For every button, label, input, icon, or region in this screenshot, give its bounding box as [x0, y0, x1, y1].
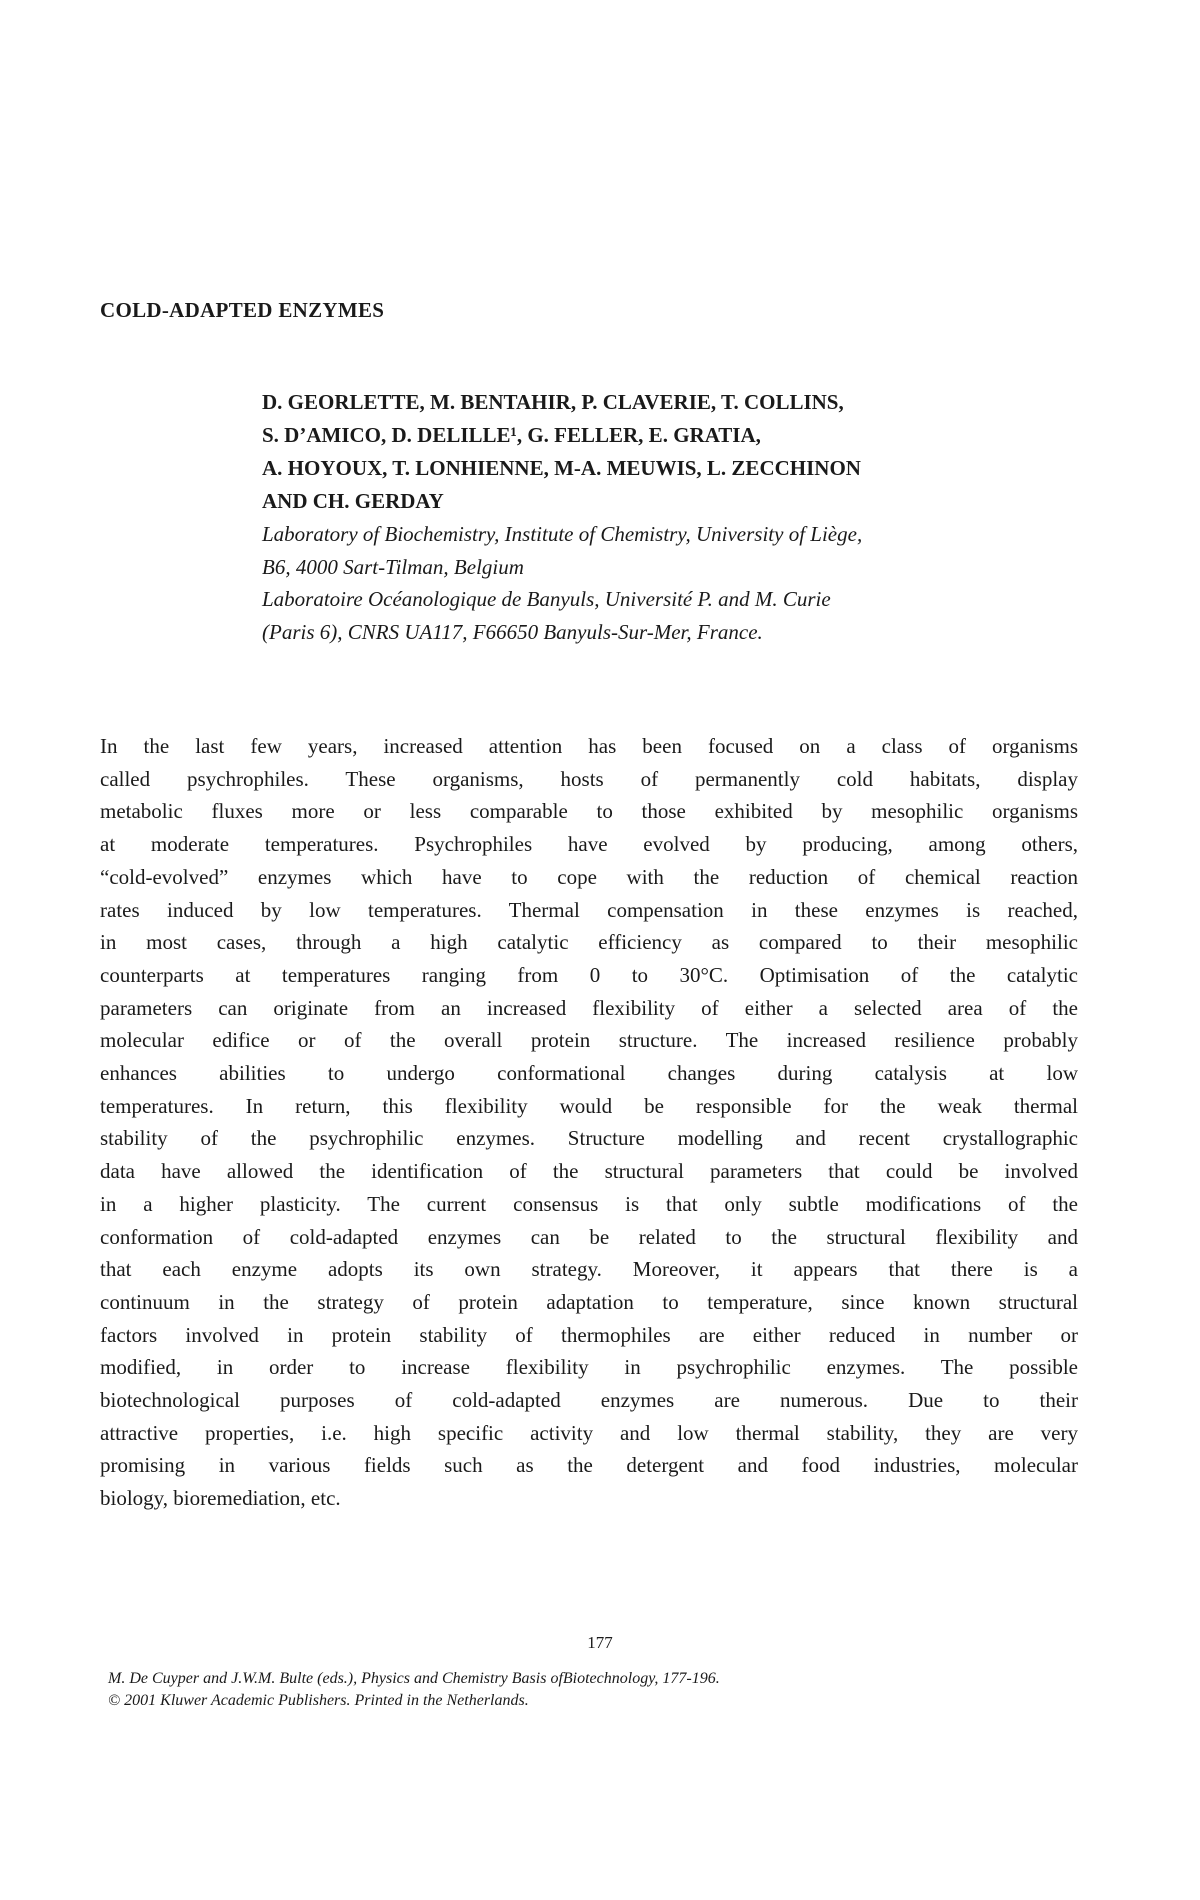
abstract-line: biology, bioremediation, etc.	[100, 1486, 341, 1511]
affiliation-line: (Paris 6), CNRS UA117, F66650 Banyuls-Sur-Mer, France.	[262, 619, 763, 644]
abstract-line: in a higher plasticity. The current consensus is that only subtle modifications of the	[100, 1191, 1078, 1216]
abstract-line: data have allowed the identification of the structural parameters that could be involved	[100, 1159, 1078, 1184]
abstract-line: molecular edifice or of the overall protein structure. The increased resilience probably	[100, 1028, 1078, 1053]
copyright-line: © 2001 Kluwer Academic Publishers. Printed in the Netherlands.	[108, 1692, 529, 1709]
affiliation-line: Laboratory of Biochemistry, Institute of Chemistry, University of Liège,	[262, 522, 863, 546]
abstract-line: temperatures. In return, this flexibility would be responsible for the weak thermal	[100, 1093, 1078, 1118]
author-line: D. GEORLETTE, M. BENTAHIR, P. CLAVERIE, T. COLLINS,	[262, 390, 844, 414]
affiliation-line: Laboratoire Océanologique de Banyuls, Université P. and M. Curie	[262, 587, 831, 611]
abstract-line: attractive properties, i.e. high specific activity and low thermal stability, they are very	[100, 1420, 1078, 1445]
citation-line: M. De Cuyper and J.W.M. Bulte (eds.), Physics and Chemistry Basis ofBiotechnology, 177-196.	[108, 1670, 720, 1687]
abstract-line: called psychrophiles. These organisms, hosts of permanently cold habitats, display	[100, 766, 1078, 791]
abstract-line: enhances abilities to undergo conformational changes during catalysis at low	[100, 1061, 1078, 1086]
abstract-line: in most cases, through a high catalytic efficiency as compared to their mesophilic	[100, 930, 1078, 955]
abstract-line: at moderate temperatures. Psychrophiles have evolved by producing, among others,	[100, 832, 1078, 857]
abstract-line: counterparts at temperatures ranging from 0 to 30°C. Optimisation of the catalytic	[100, 962, 1078, 987]
affiliation-line: B6, 4000 Sart-Tilman, Belgium	[262, 554, 524, 579]
abstract-line: modified, in order to increase flexibility in psychrophilic enzymes. The possible	[100, 1355, 1078, 1380]
abstract-line: conformation of cold-adapted enzymes can be related to the structural flexibility and	[100, 1224, 1078, 1249]
citation-footer	[108, 1668, 1108, 1712]
affiliations	[262, 518, 1122, 648]
page-number: 177	[587, 1633, 613, 1652]
author-line: AND CH. GERDAY	[262, 489, 444, 513]
abstract-line: biotechnological purposes of cold-adapted enzymes are numerous. Due to their	[100, 1388, 1078, 1413]
abstract-line: factors involved in protein stability of thermophiles are either reduced in number or	[100, 1322, 1078, 1347]
abstract-line: parameters can originate from an increased flexibility of either a selected area of the	[100, 995, 1078, 1020]
abstract-line: rates induced by low temperatures. Thermal compensation in these enzymes is reached,	[100, 897, 1078, 922]
abstract-line: In the last few years, increased attention has been focused on a class of organisms	[100, 734, 1078, 758]
abstract-line: continuum in the strategy of protein adaptation to temperature, since known structural	[100, 1289, 1078, 1314]
abstract-line: that each enzyme adopts its own strategy. Moreover, it appears that there is a	[100, 1257, 1078, 1282]
author-line: S. D’AMICO, D. DELILLE¹, G. FELLER, E. GRATIA,	[262, 423, 761, 447]
abstract	[100, 730, 1078, 1515]
paper-title: COLD-ADAPTED ENZYMES	[100, 298, 385, 322]
author-list	[262, 386, 1102, 518]
abstract-line: metabolic fluxes more or less comparable to those exhibited by mesophilic organisms	[100, 799, 1078, 824]
abstract-line: “cold-evolved” enzymes which have to cope with the reduction of chemical reaction	[100, 864, 1078, 889]
abstract-line: promising in various fields such as the detergent and food industries, molecular	[100, 1453, 1078, 1478]
abstract-line: stability of the psychrophilic enzymes. Structure modelling and recent crystallographic	[100, 1126, 1078, 1151]
author-line: A. HOYOUX, T. LONHIENNE, M-A. MEUWIS, L. ZECCHINON	[262, 456, 861, 480]
